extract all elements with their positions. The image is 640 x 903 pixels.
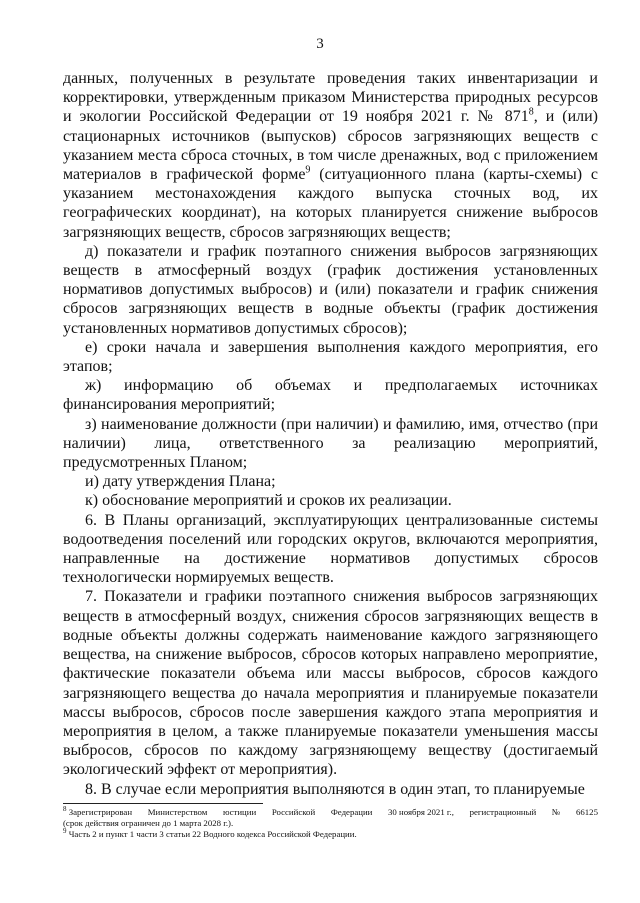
footnote-8: $^8$ Зарегистрирован Министерством юстиции Российской Федерации 30 ноября 2021 г., регистрационный № 66125 bbox=[63, 805, 598, 817]
footnote-divider bbox=[63, 803, 263, 804]
page-number: 3 bbox=[316, 36, 324, 52]
paragraph-6: 6. В Планы организаций, эксплуатирующих централизованные системы водоотведения поселений или городских округов, включаются мероприятия, направленные на достижение нормативов допустимых сбросов технологически нормируемых веществ. bbox=[63, 511, 598, 587]
footnotes bbox=[63, 807, 598, 840]
paragraph-i: и) дату утверждения Плана; bbox=[85, 473, 276, 491]
footnote-9: $^9$ Часть 2 и пункт 1 части 3 статьи 22 Водного кодекса Российской Федерации. bbox=[63, 827, 357, 839]
paragraph-z: з) наименование должности (при наличии) и фамилию, имя, отчество (при наличии) лица, ответственного за реализацию мероприятий, предусмотренных Планом; bbox=[63, 415, 598, 472]
footnote-8-line2: (срок действия ограничен до 1 марта 2028 г.). bbox=[63, 818, 234, 828]
document-body bbox=[63, 69, 598, 799]
paragraph-7: 7. Показатели и графики поэтапного снижения выбросов загрязняющих веществ в атмосферный воздух, снижения сбросов загрязняющих веществ в водные объекты должны содержать наименование каждого загрязняющего вещества, на снижение выбросов, сбросов которых направлено мероприятие, фактические показатели объема или массы выбросов, сбросов каждого загрязняющего вещества до начала мероприятия и планируемые показатели массы выбросов, сбросов после завершения каждого этапа мероприятия и мероприятия в целом, а также планируемые показатели уменьшения массы выбросов, сбросов по каждому загрязняющему веществу (достигаемый экологический эффект от мероприятия). bbox=[63, 588, 598, 779]
paragraph-d: д) показатели и график поэтапного снижения выбросов загрязняющих веществ в атмосферный воздух (график достижения установленных нормативов допустимых выбросов) и (или) показатели и график снижения сбросов загрязняющих веществ в водные объекты (график достижения установленных нормативов допустимых сбросов); bbox=[63, 242, 598, 337]
paragraph-k: к) обоснование мероприятий и сроков их реализации. bbox=[85, 492, 452, 510]
paragraph-8: 8. В случае если мероприятия выполняются в один этап, то планируемые bbox=[85, 780, 585, 798]
paragraph-zh: ж) информацию об объемах и предполагаемых источниках финансирования мероприятий; bbox=[63, 377, 598, 414]
paragraph-e: е) сроки начала и завершения выполнения каждого мероприятия, его этапов; bbox=[63, 338, 598, 376]
footnote-ref-9[interactable]: 9 bbox=[305, 164, 311, 176]
paragraph-continuation: данных, полученных в результате проведения таких инвентаризации и корректировки, утвержденным приказом Министерства природных ресурсов и экологии Российской Федерации от 19 ноября 2021 г. № $871^8$, и (или) стационарных источников (выпусков) сбросов загрязняющих веществ с указанием места сброса сточных, в том числе дренажных, вод с приложением материалов в графической форме$^9$ (ситуационного плана (карты-схемы) с указанием местонахождения каждого выпуска сточных вод, их географических координат), на которых планируется снижение выбросов загрязняющих веществ, сбросов загрязняющих веществ; bbox=[63, 70, 599, 241]
footnote-ref-8[interactable]: 8 bbox=[528, 107, 534, 119]
